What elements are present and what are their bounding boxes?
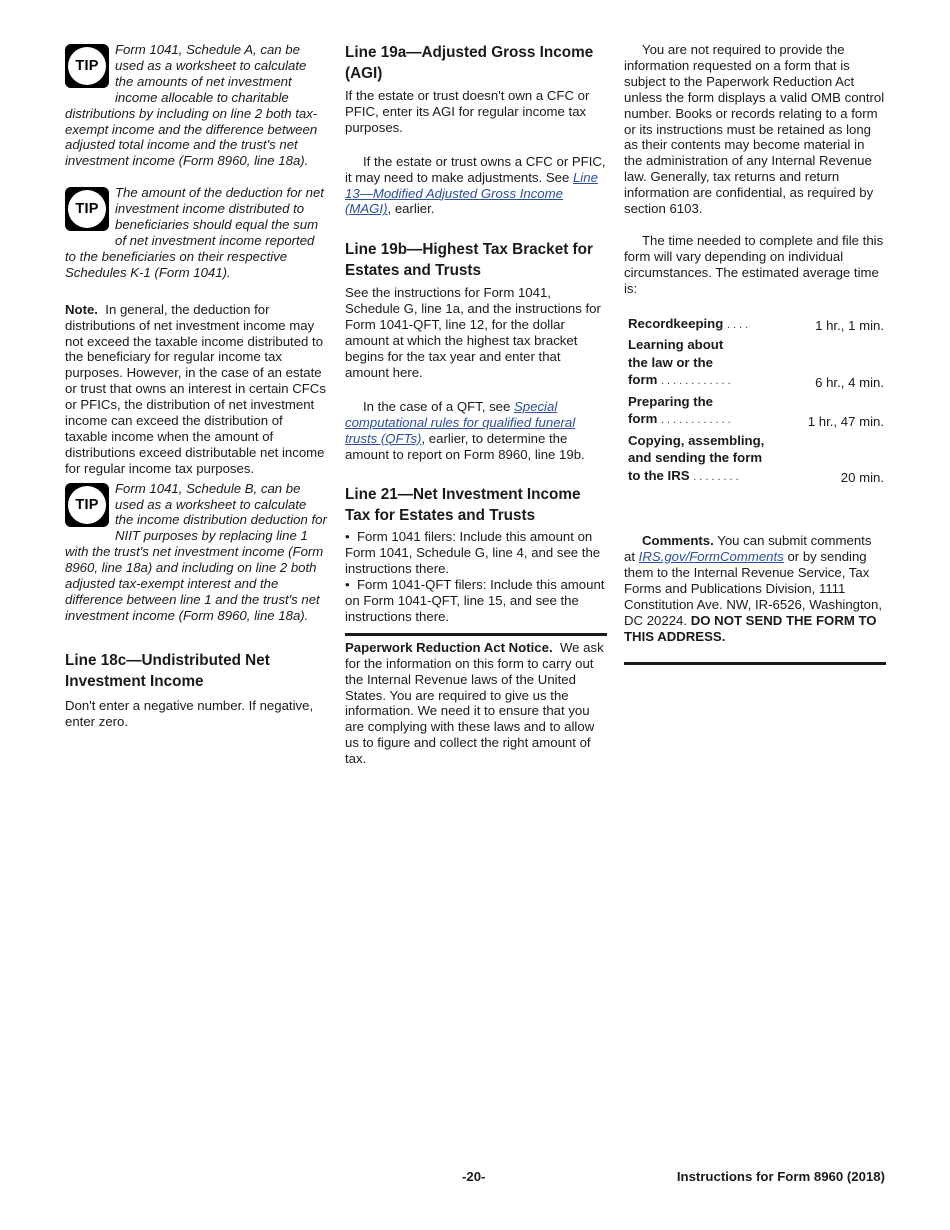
note-label: Note.: [65, 301, 98, 317]
paperwork-reduction-notice: [345, 640, 607, 767]
estimate-label: Learning about the law or the form ............: [628, 337, 734, 388]
page-number: -20-: [462, 1169, 486, 1184]
tip-text: The amount of the deduction for net investment income distributed to beneficiaries should equal the sum of net investment income reported to the beneficiaries on their respective Schedules K-1 (Form 1041).: [65, 185, 324, 280]
bullet-item: • Form 1041-QFT filers: Include this amount on Form 1041-QFT, line 15, and see the instructions there.: [345, 577, 605, 624]
heading-line-18c: Line 18c—Undistributed Net Investment Income: [65, 651, 270, 690]
paragraph-line-19a-1: If the estate or trust doesn't own a CFC or PFIC, enter its AGI for regular income tax purposes.: [345, 88, 590, 135]
paragraph-time-needed: The time needed to complete and file this form will vary depending on individual circumstances. The estimated average time is:: [624, 232, 884, 296]
tip-box-schedule-b: [65, 481, 327, 624]
bullet-text: Form 1041-QFT filers: Include this amount on Form 1041-QFT, line 15, and see the instructions there.: [345, 577, 605, 624]
time-estimate-table: [628, 315, 884, 489]
heading-line-19b: Line 19b—Highest Tax Bracket for Estates and Trusts: [345, 241, 593, 280]
document-title: Instructions for Form 8960 (2018): [676, 1169, 885, 1184]
bullet-item: • Form 1041 filers: Include this amount on Form 1041, Schedule G, line 4, and see the instructions there.: [345, 529, 601, 577]
estimate-label: Preparing the form ............: [628, 393, 734, 427]
tip-icon: [65, 483, 109, 527]
estimate-value: 1 hr., 47 min.: [807, 413, 884, 429]
tip-box-schedule-a: [65, 42, 327, 169]
link-line-13-magi[interactable]: Line 13—Modified Adjusted Gross Income (MAGI): [345, 169, 598, 217]
table-row: [628, 336, 884, 393]
paragraph-comments: [624, 533, 886, 644]
tip-icon: [65, 187, 109, 231]
estimate-value: 6 hr., 4 min.: [815, 374, 884, 390]
table-row: [628, 432, 884, 489]
estimate-value: 20 min.: [840, 470, 884, 486]
estimate-value: 1 hr., 1 min.: [815, 318, 884, 334]
end-divider: [624, 662, 886, 665]
tip-icon-label: TIP: [75, 201, 99, 218]
column-right: [624, 42, 886, 665]
paragraph-line-19a-2: [345, 154, 607, 218]
tip-text: Form 1041, Schedule B, can be used as a worksheet to calculate the income distribution deduction for NIIT purposes by replacing line 1 with the trust's net investment income (Form 8960, line 18a) and including on line 2 both adjusted tax-exempt interest and the difference between line 1 and the trust's net investment income (Form 8960, line 18a).: [65, 480, 327, 623]
paragraph-text: , earlier.: [387, 201, 435, 217]
note-paragraph: [65, 302, 327, 477]
paragraph-text: You can submit comments at: [624, 533, 872, 564]
heading-line-19a: Line 19a—Adjusted Gross Income (AGI): [345, 44, 594, 82]
estimate-label: Copying, assembling, and sending the form to the IRS ........: [628, 432, 765, 483]
paragraph-line-19b-1: See the instructions for Form 1041, Schedule G, line 1a, and the instructions for Form 1041-QFT, line 12, for the dollar amount at which the highest tax bracket begins for the tax year and enter that amount here.: [345, 285, 601, 380]
note-text: In general, the deduction for distributions of net investment income may not exceed the taxable income distributed to the beneficiary for regular income tax purposes. However, in the case of an estate or trust that owns an interest in certain CFCs or PFICs, the distribution of net investment income can exceed the distribution of taxable income when the amount of distributions exceed distributable net income for regular income tax purposes.: [65, 301, 326, 476]
link-special-computational-rules[interactable]: Special computational rules for qualified funeral trusts (QFTs): [345, 398, 576, 446]
tip-icon-label: TIP: [75, 496, 99, 513]
tip-text: Form 1041, Schedule A, can be used as a worksheet to calculate the amounts of net investment income allocable to charitable distributions by including on line 2 both tax-exempt income and the difference between adjusted total income and the trust's net investment income (Form 8960, line 18a).: [65, 42, 318, 169]
table-row: [628, 393, 884, 432]
heading-line-21: Line 21—Net Investment Income Tax for Estates and Trusts: [345, 486, 581, 525]
column-middle: [345, 42, 607, 767]
tip-icon-label: TIP: [75, 58, 99, 74]
pra-text: We ask for the information on this form to carry out the Internal Revenue laws of the United States. You are required to give us the information. We need it to ensure that you are complying with these laws and to allow us to figure and collect the right amount of tax.: [345, 639, 604, 767]
paragraph-omb: You are not required to provide the information requested on a form that is subject to the Paperwork Reduction Act unless the form displays a valid OMB control number. Books or records relating to a form or its instructions must be retained as long as their contents may become material in the administration of any Internal Revenue law. Generally, tax returns and return information are confidential, as required by section 6103.: [624, 42, 885, 217]
pra-label: Paperwork Reduction Act Notice.: [345, 639, 553, 655]
paragraph-text: In the case of a QFT, see: [363, 398, 514, 414]
tip-icon: [65, 44, 109, 88]
table-row: [628, 315, 884, 337]
section-divider: [345, 633, 607, 636]
paragraph-text: or by sending them to the Internal Revenue Service, Tax Forms and Publications Division, 1111 Constitution Ave. NW, IR-6526, Washington, DC 20224.: [624, 549, 883, 628]
paragraph-text: , earlier, to determine the amount to report on Form 8960, line 19b.: [345, 430, 585, 462]
comments-label: Comments.: [642, 533, 714, 549]
link-irs-form-comments[interactable]: IRS.gov/FormComments: [638, 549, 784, 564]
paragraph-text: If the estate or trust owns a CFC or PFIC, it may need to make adjustments. See: [345, 153, 606, 185]
paragraph-line-18c: Don't enter a negative number. If negative, enter zero.: [65, 697, 314, 729]
comments-caps-warning: DO NOT SEND THE FORM TO THIS ADDRESS.: [624, 612, 877, 644]
column-left: [65, 42, 327, 730]
paragraph-line-19b-2: [345, 399, 607, 463]
bullet-text: Form 1041 filers: Include this amount on Form 1041, Schedule G, line 4, and see the instructions there.: [345, 529, 601, 577]
estimate-label: Recordkeeping ....: [628, 315, 752, 331]
tip-box-deduction: [65, 185, 327, 280]
